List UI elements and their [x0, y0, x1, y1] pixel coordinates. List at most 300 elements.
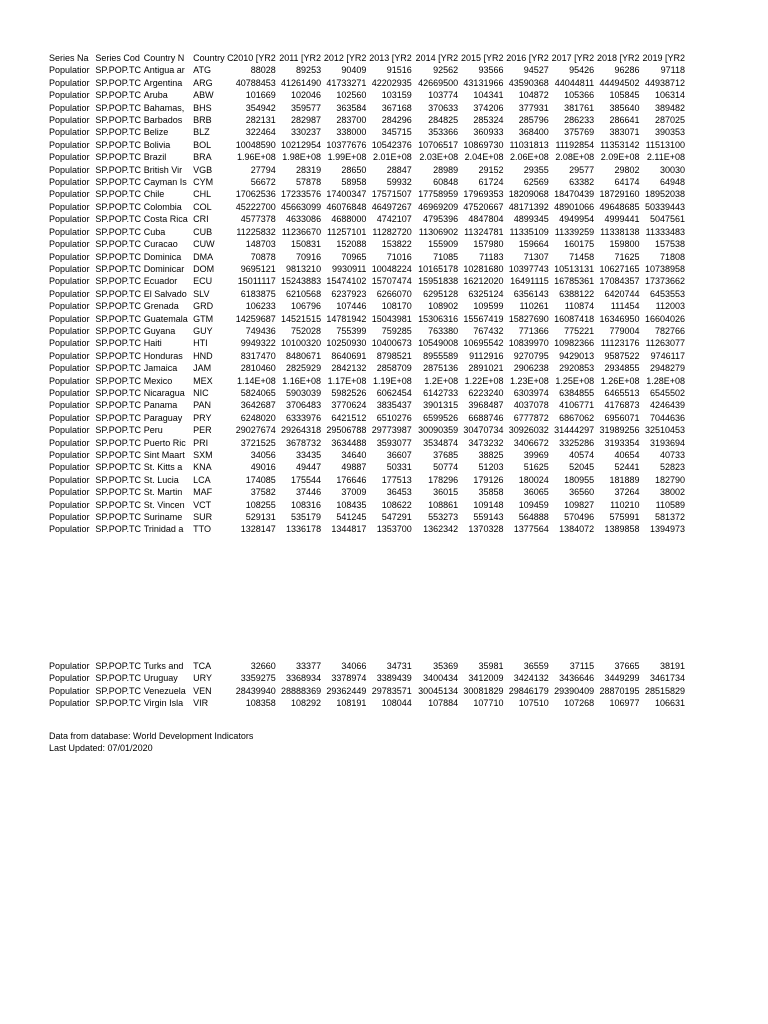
table-cell: 31444297: [554, 425, 595, 436]
table-row: [49, 126, 685, 138]
table-row: [49, 263, 685, 275]
table-cell: SP.POP.TC: [95, 251, 142, 262]
table-cell: 41733271: [326, 77, 367, 88]
table-cell: 17400347: [326, 189, 367, 200]
table-row: [49, 350, 685, 362]
table-cell: Populatior: [49, 412, 90, 423]
table-cell: 150831: [291, 239, 322, 250]
table-cell: 284296: [381, 115, 412, 126]
table-row: [49, 300, 685, 312]
table-cell: BLZ: [193, 127, 210, 138]
table-cell: Puerto Ric: [143, 437, 186, 448]
table-cell: 157538: [654, 239, 685, 250]
table-cell: 106977: [609, 698, 640, 709]
table-cell: 181889: [609, 474, 640, 485]
table-cell: SP.POP.TC: [95, 350, 142, 361]
table-cell: 38825: [478, 450, 504, 460]
table-cell: LCA: [193, 474, 211, 485]
table-cell: 1384072: [559, 524, 595, 535]
table-cell: 108902: [428, 301, 459, 312]
table-cell: VEN: [193, 685, 212, 696]
table-cell: 35858: [478, 487, 504, 498]
table-cell: 1.98E+08: [282, 152, 322, 163]
table-row: [49, 697, 685, 709]
table-cell: 28888369: [281, 685, 322, 696]
table-cell: 10281680: [463, 263, 504, 274]
table-cell: 2014 [YR2: [415, 53, 459, 63]
table-cell: 49447: [296, 462, 322, 473]
table-cell: CYM: [193, 177, 214, 188]
table-cell: 14259687: [235, 313, 276, 324]
table-cell: 42669500: [418, 77, 459, 88]
table-cell: 8798521: [376, 350, 412, 361]
table-cell: 2017 [YR2: [551, 53, 595, 63]
table-cell: 6142733: [423, 387, 459, 398]
table-cell: 40733: [659, 450, 685, 460]
table-cell: 4847804: [468, 214, 504, 225]
table-cell: St. Kitts a: [143, 462, 183, 473]
table-row: [49, 437, 685, 449]
table-cell: Populatior: [49, 660, 90, 671]
table-cell: Chile: [143, 189, 165, 200]
table-cell: SP.POP.TC: [95, 313, 142, 324]
table-cell: Barbados: [143, 115, 183, 126]
table-cell: 354942: [245, 102, 276, 113]
table-cell: Bolivia: [143, 139, 171, 150]
table-cell: Populatior: [49, 251, 90, 262]
table-cell: CUW: [193, 239, 215, 250]
table-cell: 6266070: [376, 288, 412, 299]
table-cell: 6183875: [240, 288, 276, 299]
table-cell: Curacao: [143, 239, 178, 250]
table-cell: SP.POP.TC: [95, 102, 142, 113]
table-cell: Populatior: [49, 375, 90, 386]
table-cell: 3461734: [649, 673, 685, 684]
table-cell: 782766: [654, 325, 685, 336]
table-cell: 3368934: [286, 673, 322, 684]
table-cell: 71458: [569, 251, 595, 262]
table-cell: 71625: [614, 251, 640, 262]
table-cell: 2013 [YR2: [369, 53, 412, 63]
table-cell: 283700: [336, 115, 367, 126]
table-cell: 338000: [336, 127, 367, 138]
table-cell: 101669: [245, 90, 276, 101]
table-cell: 370633: [428, 102, 459, 113]
table-cell: 2920853: [559, 363, 595, 374]
table-cell: 28847: [386, 164, 412, 175]
table-cell: BHS: [193, 102, 212, 113]
table-cell: COL: [193, 201, 212, 212]
table-cell: Populatior: [49, 139, 90, 150]
table-cell: 4949954: [559, 214, 595, 225]
table-row: [49, 288, 685, 300]
table-cell: 96286: [614, 65, 640, 76]
table-row: [49, 375, 685, 387]
table-cell: 40574: [569, 450, 595, 460]
table-cell: 285324: [473, 115, 504, 126]
table-cell: 103159: [381, 90, 412, 101]
table-cell: Cayman Is: [143, 177, 187, 188]
table-cell: 4795396: [423, 214, 459, 225]
table-cell: TTO: [193, 524, 211, 535]
table-cell: 375769: [564, 127, 595, 138]
table-cell: 92562: [433, 65, 459, 76]
table-cell: 14781942: [326, 313, 367, 324]
table-cell: 29577: [569, 164, 595, 175]
table-cell: SP.POP.TC: [95, 115, 142, 126]
table-cell: Populatior: [49, 487, 90, 498]
table-cell: 49016: [250, 462, 276, 473]
table-cell: 42202935: [371, 77, 412, 88]
table-cell: Paraguay: [143, 412, 183, 423]
table-cell: 58958: [341, 177, 367, 188]
table-cell: Nicaragua: [143, 387, 185, 398]
table-cell: 48901066: [554, 201, 595, 212]
table-cell: 62569: [523, 177, 549, 188]
table-cell: 2016 [YR2: [506, 53, 549, 63]
table-cell: 368400: [518, 127, 549, 138]
table-cell: SP.POP.TC: [95, 164, 142, 175]
table-cell: 18209068: [508, 189, 549, 200]
table-cell: Bahamas,: [143, 102, 185, 113]
table-cell: 2.11E+08: [646, 152, 685, 163]
table-cell: 3593077: [376, 437, 412, 448]
table-cell: 50774: [433, 462, 459, 473]
table-cell: 107884: [428, 698, 459, 709]
table-cell: 4899345: [513, 214, 549, 225]
table-cell: Country C: [193, 53, 234, 63]
table-cell: SP.POP.TC: [95, 177, 142, 188]
table-cell: 2011 [YR2: [279, 53, 322, 63]
table-cell: 15243883: [281, 276, 322, 287]
table-cell: Populatior: [49, 201, 90, 212]
table-cell: MEX: [193, 375, 213, 386]
table-cell: 29846179: [508, 685, 549, 696]
table-cell: Populatior: [49, 239, 90, 250]
table-row: [49, 176, 685, 188]
table-cell: 581372: [654, 512, 685, 523]
table-cell: 3424132: [513, 673, 549, 684]
table-cell: 105366: [564, 90, 595, 101]
table-cell: 159800: [609, 239, 640, 250]
table-cell: 50339443: [644, 201, 685, 212]
table-cell: 29802: [614, 164, 640, 175]
table-cell: 6420744: [604, 288, 640, 299]
table-cell: 2019 [YR2: [642, 53, 685, 63]
table-cell: 775221: [564, 325, 595, 336]
table-cell: 4246439: [649, 400, 685, 411]
table-cell: 46076848: [326, 201, 367, 212]
table-cell: JAM: [193, 363, 212, 374]
table-cell: 10839970: [508, 338, 549, 349]
table-cell: 111454: [610, 301, 640, 312]
table-cell: DMA: [193, 251, 214, 262]
table-cell: 155909: [428, 239, 459, 250]
table-cell: 6453553: [649, 288, 685, 299]
table-cell: 1.26E+08: [600, 375, 640, 386]
table-cell: 282131: [245, 115, 276, 126]
table-cell: Populatior: [49, 127, 90, 138]
table-cell: ATG: [193, 65, 211, 76]
table-cell: SP.POP.TC: [95, 90, 142, 101]
table-cell: SP.POP.TC: [95, 412, 142, 423]
table-cell: 553273: [428, 512, 459, 523]
table-cell: British Vir: [143, 164, 183, 175]
table-cell: 2.03E+08: [419, 152, 459, 163]
table-cell: 4633086: [286, 214, 322, 225]
table-cell: 38002: [659, 487, 685, 498]
table-row: [49, 226, 685, 238]
table-cell: Cuba: [143, 226, 166, 237]
table-cell: 360933: [473, 127, 504, 138]
table-cell: 2875136: [423, 363, 459, 374]
table-cell: 29506788: [326, 425, 367, 436]
table-cell: 285796: [518, 115, 549, 126]
table-row: [49, 151, 685, 163]
table-cell: 30045134: [418, 685, 459, 696]
table-cell: 180024: [518, 474, 549, 485]
table-row: [49, 164, 685, 176]
table-cell: 33435: [296, 450, 322, 460]
table-cell: 10048590: [235, 139, 276, 150]
table-row: [49, 102, 685, 114]
table-cell: 752028: [291, 325, 322, 336]
table-cell: 5982526: [331, 387, 367, 398]
table-cell: HTI: [193, 338, 208, 349]
table-cell: 110210: [610, 499, 640, 510]
table-body: [49, 52, 685, 709]
table-cell: SP.POP.TC: [95, 400, 142, 411]
table-cell: 37582: [250, 487, 276, 498]
table-cell: Populatior: [49, 288, 90, 299]
table-cell: 28439940: [235, 685, 276, 696]
table-cell: 6688746: [468, 412, 504, 423]
table-cell: SP.POP.TC: [95, 450, 142, 460]
table-cell: 28870195: [599, 685, 640, 696]
table-cell: 44044811: [554, 77, 595, 88]
table-cell: 377931: [518, 102, 549, 113]
table-cell: 15951838: [418, 276, 459, 287]
table-cell: 45663099: [281, 201, 322, 212]
table-cell: 17758959: [418, 189, 459, 200]
table-cell: SP.POP.TC: [95, 487, 142, 498]
table-cell: 11257101: [327, 226, 367, 237]
table-cell: GRD: [193, 301, 214, 312]
table-cell: 363584: [336, 102, 367, 113]
table-cell: PRI: [193, 437, 209, 448]
table-cell: 390353: [654, 127, 685, 138]
table-cell: 10212954: [281, 139, 322, 150]
table-cell: 10549008: [418, 338, 459, 349]
table-cell: 108316: [291, 499, 322, 510]
table-row: [49, 449, 685, 461]
table-cell: SXM: [193, 450, 213, 460]
table-cell: Belize: [143, 127, 169, 138]
table-cell: VIR: [193, 698, 209, 709]
table-row: [49, 238, 685, 250]
table-cell: SP.POP.TC: [95, 288, 142, 299]
table-cell: Honduras: [143, 350, 183, 361]
table-cell: 71307: [523, 251, 549, 262]
table-cell: 389482: [654, 102, 685, 113]
table-cell: 383071: [609, 127, 640, 138]
table-cell: 385640: [609, 102, 640, 113]
table-cell: 9930911: [332, 263, 367, 274]
table-cell: SP.POP.TC: [95, 77, 142, 88]
table-cell: 153822: [381, 239, 412, 250]
table-cell: 3968487: [468, 400, 504, 411]
table-cell: SUR: [193, 512, 213, 523]
table-cell: 755399: [336, 325, 367, 336]
table-cell: 9949322: [240, 338, 276, 349]
table-cell: SP.POP.TC: [95, 673, 142, 684]
table-cell: 93566: [478, 65, 504, 76]
table-cell: 107710: [473, 698, 504, 709]
table-cell: 2015 [YR2: [460, 53, 504, 63]
table-cell: 322464: [245, 127, 276, 138]
table-cell: Argentina: [143, 77, 183, 88]
table-cell: Series Cod: [95, 53, 140, 63]
table-cell: 559143: [473, 512, 504, 523]
table-cell: Suriname: [143, 512, 183, 523]
blank-cell: [49, 536, 685, 660]
table-cell: 8640691: [331, 350, 367, 361]
table-cell: 6599526: [423, 412, 459, 423]
table-cell: 16491115: [510, 276, 549, 287]
table-cell: 10513131: [554, 263, 595, 274]
table-cell: 37665: [614, 660, 640, 671]
table-cell: 6062454: [376, 387, 412, 398]
table-cell: 28650: [341, 164, 367, 175]
table-row: [49, 201, 685, 213]
table-cell: 48171392: [508, 201, 549, 212]
table-cell: 1.14E+08: [236, 375, 276, 386]
table-cell: 112003: [655, 301, 685, 312]
table-cell: 10706517: [418, 139, 459, 150]
table-cell: 110261: [519, 301, 549, 312]
table-row: [49, 424, 685, 436]
table-cell: 107510: [518, 698, 549, 709]
table-cell: 108622: [381, 499, 412, 510]
table-cell: Venezuela: [143, 685, 186, 696]
table-cell: 3406672: [513, 437, 549, 448]
table-cell: 3359275: [240, 673, 276, 684]
table-cell: Populatior: [49, 437, 90, 448]
table-cell: 6545502: [649, 387, 685, 398]
table-cell: 106631: [654, 698, 685, 709]
table-cell: 71085: [433, 251, 459, 262]
table-cell: 27794: [250, 164, 276, 175]
table-cell: 30926032: [508, 425, 549, 436]
table-cell: 64948: [659, 177, 685, 188]
table-cell: 287025: [654, 115, 685, 126]
table-cell: 102560: [336, 90, 367, 101]
table-cell: 108861: [428, 499, 459, 510]
table-row: [49, 213, 685, 225]
table-cell: SP.POP.TC: [95, 512, 142, 523]
table-cell: 15567419: [463, 313, 504, 324]
table-cell: 6356143: [513, 288, 549, 299]
table-cell: 16346950: [599, 313, 640, 324]
table-cell: 182790: [654, 474, 685, 485]
table-cell: 1.28E+08: [646, 375, 685, 386]
table-cell: MAF: [193, 487, 213, 498]
table-cell: 34640: [341, 450, 367, 460]
table-cell: 2842132: [331, 363, 367, 374]
table-cell: 2.09E+08: [600, 152, 640, 163]
table-cell: 52441: [614, 462, 640, 473]
table-cell: 106796: [291, 301, 322, 312]
table-cell: 3721525: [240, 437, 276, 448]
table-cell: 11333483: [645, 226, 685, 237]
table-cell: SP.POP.TC: [95, 474, 142, 485]
table-cell: Dominicar: [143, 263, 185, 274]
table-cell: KNA: [193, 462, 212, 473]
table-cell: 37685: [433, 450, 459, 460]
table-cell: 108435: [336, 499, 367, 510]
table-cell: 6223240: [468, 387, 504, 398]
table-cell: 28989: [433, 164, 459, 175]
table-cell: 90409: [341, 65, 367, 76]
table-cell: 10397743: [508, 263, 549, 274]
table-cell: Populatior: [49, 226, 90, 237]
table-cell: NIC: [193, 387, 209, 398]
table-cell: St. Vincen: [143, 499, 185, 510]
table-cell: 17084357: [599, 276, 640, 287]
table-cell: 9112916: [469, 350, 504, 361]
table-cell: 3436646: [559, 673, 595, 684]
table-cell: 359577: [291, 102, 322, 113]
table-cell: Country N: [143, 53, 185, 63]
table-cell: 6867062: [559, 412, 595, 423]
table-cell: 18470439: [554, 189, 595, 200]
table-cell: TCA: [193, 660, 212, 671]
table-cell: 52823: [659, 462, 685, 473]
table-cell: 2948279: [649, 363, 685, 374]
table-cell: 16212020: [463, 276, 504, 287]
table-cell: 175544: [291, 474, 322, 485]
table-cell: 330237: [291, 127, 322, 138]
table-cell: 110589: [655, 499, 685, 510]
table-cell: 157980: [473, 239, 504, 250]
table-cell: 286641: [609, 115, 640, 126]
table-cell: 88028: [250, 65, 276, 76]
table-cell: 28515829: [644, 685, 685, 696]
table-row: [49, 486, 685, 498]
table-cell: Populatior: [49, 462, 90, 473]
table-cell: 6384855: [559, 387, 595, 398]
table-cell: 3473232: [468, 437, 504, 448]
table-cell: 11282720: [372, 226, 412, 237]
table-cell: 29783571: [371, 685, 412, 696]
table-cell: 1.19E+08: [372, 375, 412, 386]
table-cell: 41261490: [281, 77, 322, 88]
table-row: [49, 511, 685, 523]
table-cell: 11335109: [509, 226, 549, 237]
table-cell: 1.16E+08: [282, 375, 322, 386]
table-cell: 2.04E+08: [464, 152, 504, 163]
table-cell: Costa Rica: [143, 214, 188, 225]
table-cell: 9270795: [513, 350, 549, 361]
table-cell: 18952038: [644, 189, 685, 200]
table-cell: 6421512: [331, 412, 367, 423]
table-cell: 36015: [433, 487, 459, 498]
table-cell: SP.POP.TC: [95, 375, 142, 386]
table-cell: SP.POP.TC: [95, 139, 142, 150]
table-cell: HND: [193, 350, 213, 361]
table-cell: Populatior: [49, 400, 90, 411]
table-cell: 1.23E+08: [510, 375, 549, 386]
